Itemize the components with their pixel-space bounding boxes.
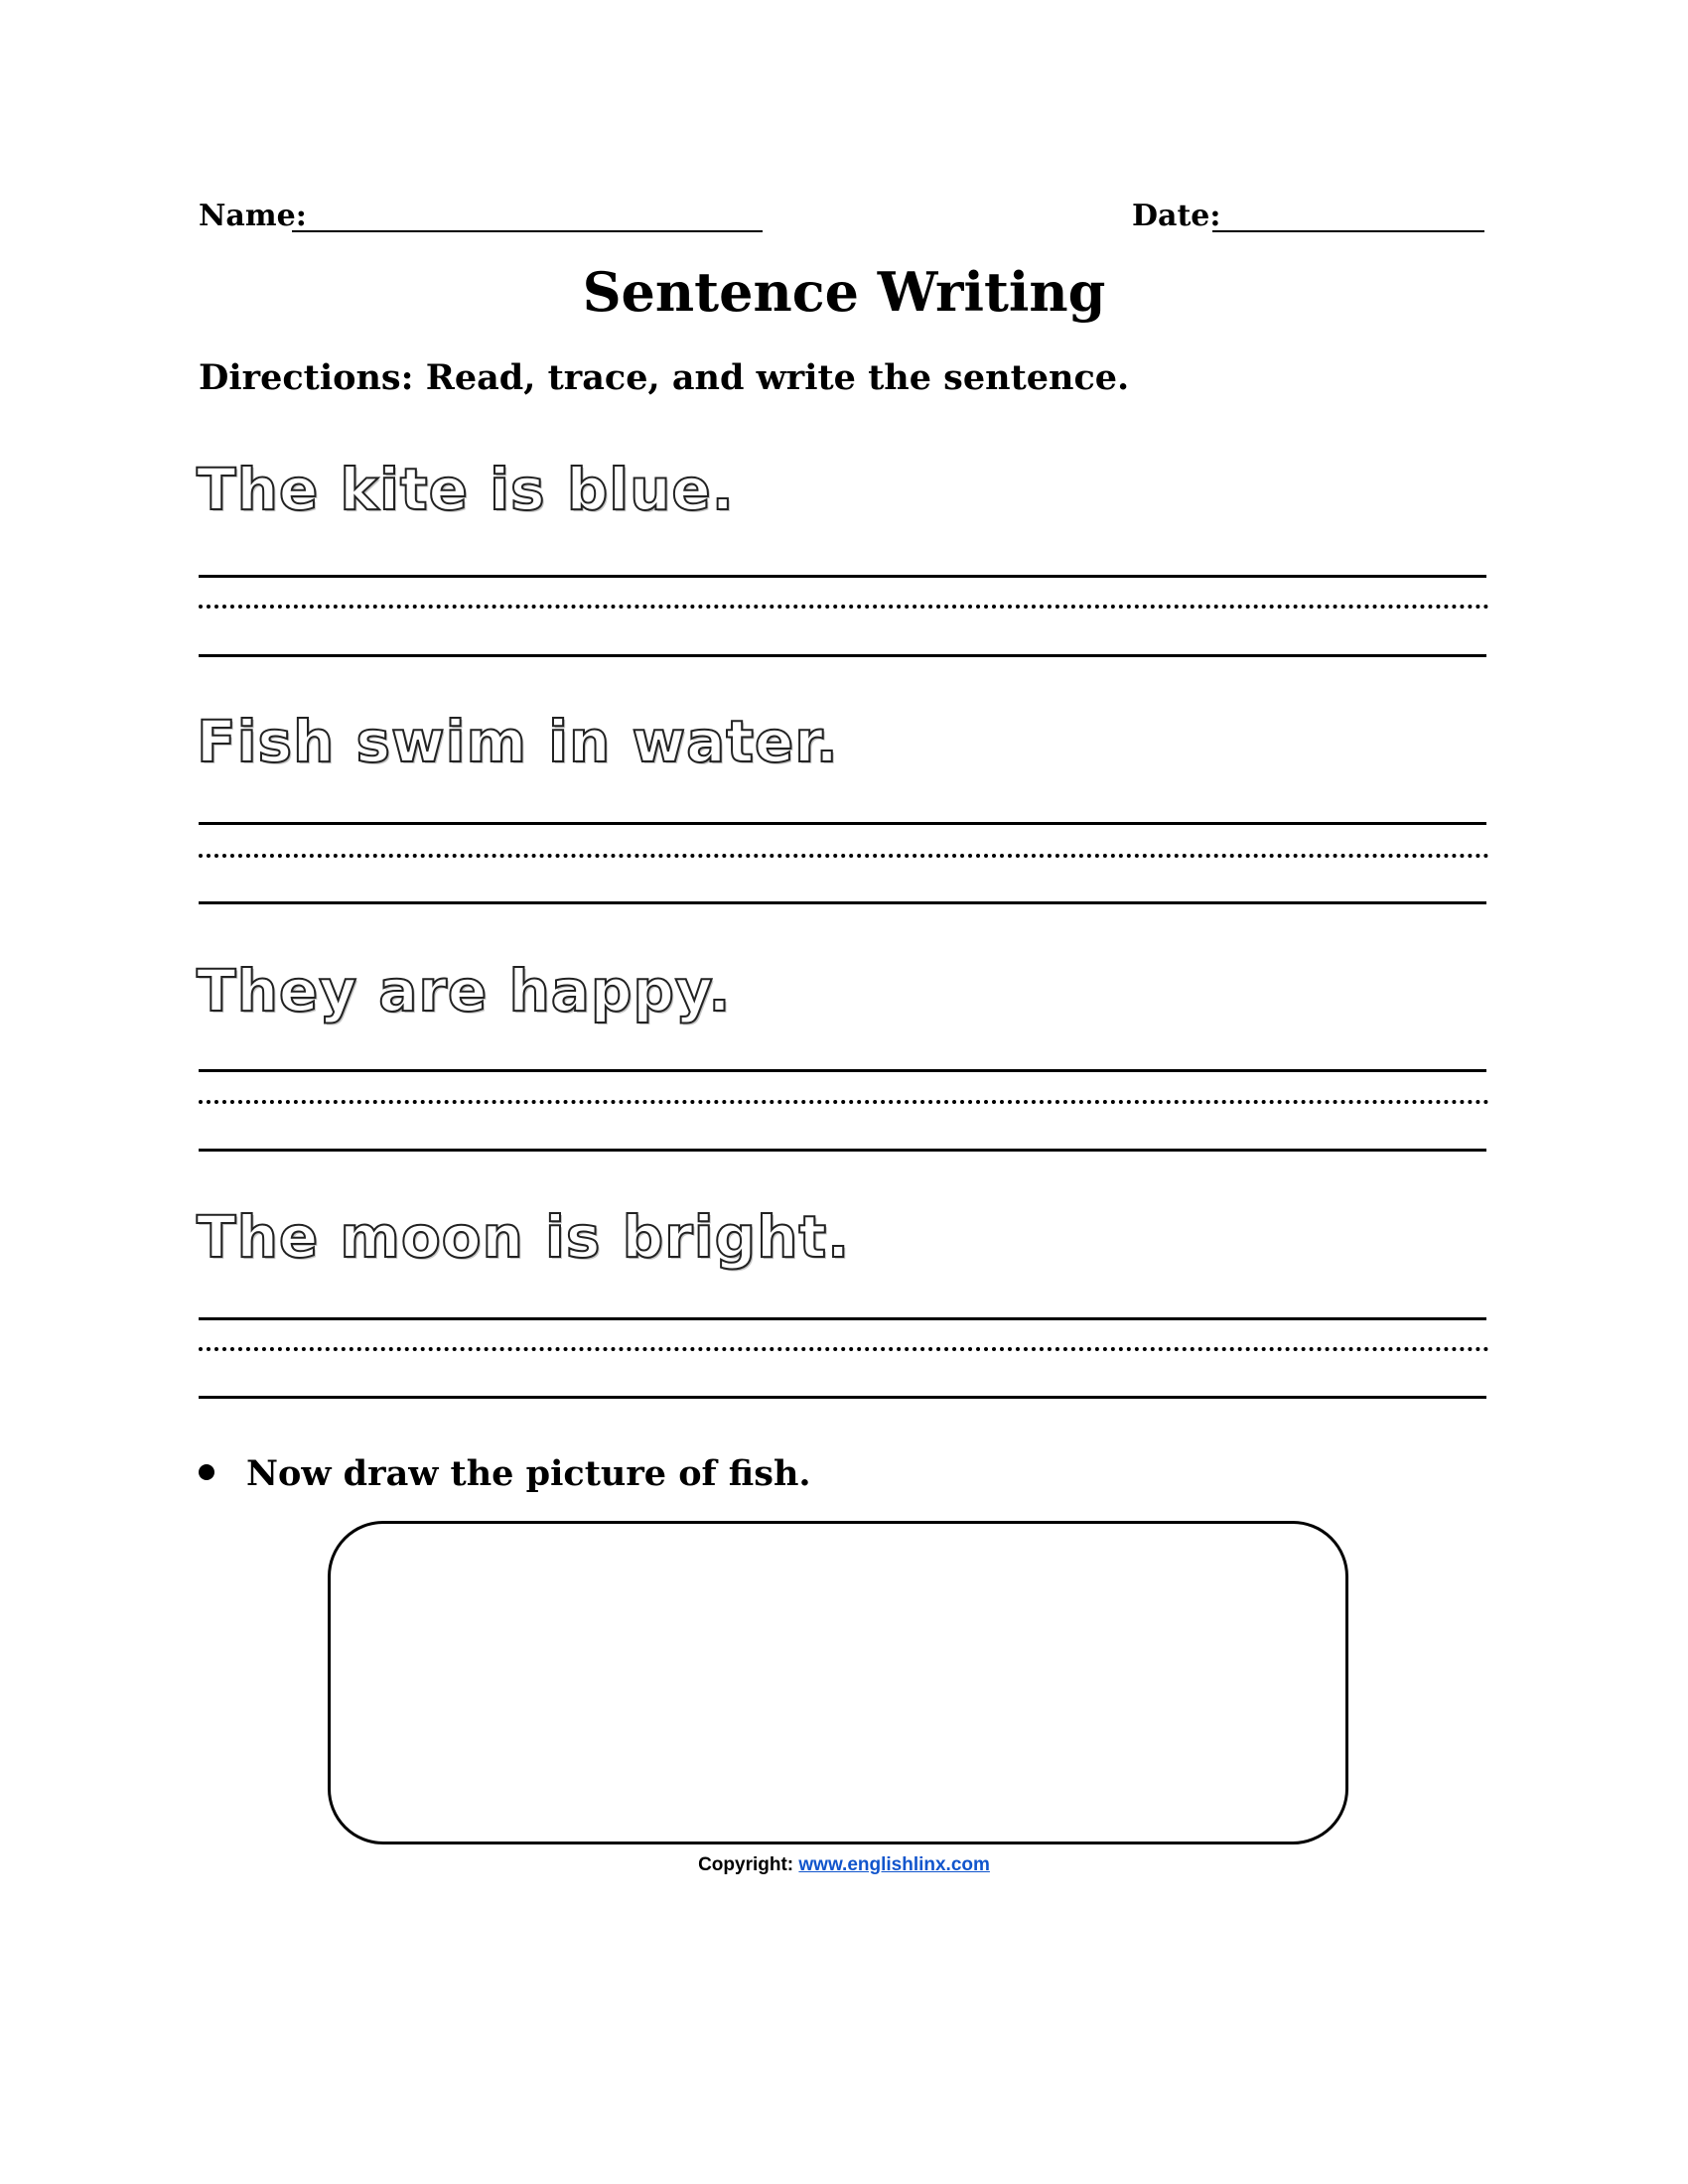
website-link[interactable]: www.englishlinx.com: [798, 1854, 990, 1875]
writing-line-base-1[interactable]: [199, 654, 1486, 657]
name-field[interactable]: [292, 230, 763, 232]
writing-line-mid-3: [199, 1100, 1489, 1104]
copyright-label: Copyright:: [698, 1854, 794, 1875]
writing-line-base-4[interactable]: [199, 1396, 1486, 1399]
trace-sentence-3: They are happy.: [197, 957, 732, 1024]
directions-text: Directions: Read, trace, and write the sentence.: [199, 357, 1130, 398]
writing-line-mid-2: [199, 854, 1489, 858]
writing-line-base-2[interactable]: [199, 901, 1486, 904]
trace-sentence-1: The kite is blue.: [197, 456, 735, 523]
trace-sentence-2: Fish swim in water.: [197, 708, 839, 775]
writing-line-top-3[interactable]: [199, 1069, 1486, 1072]
date-field[interactable]: [1212, 230, 1484, 232]
bullet-icon: [199, 1464, 214, 1480]
trace-sentence-4: The moon is bright.: [197, 1203, 851, 1271]
name-label: Name:: [199, 199, 307, 233]
writing-line-mid-4: [199, 1347, 1489, 1351]
draw-instruction: Now draw the picture of fish.: [246, 1453, 811, 1494]
writing-line-top-2[interactable]: [199, 822, 1486, 825]
writing-line-top-1[interactable]: [199, 575, 1486, 578]
writing-line-mid-1: [199, 605, 1489, 609]
page-title: Sentence Writing: [582, 260, 1106, 324]
date-label: Date:: [1132, 199, 1221, 233]
writing-line-top-4[interactable]: [199, 1317, 1486, 1320]
writing-line-base-3[interactable]: [199, 1149, 1486, 1152]
drawing-box[interactable]: [328, 1521, 1348, 1844]
copyright-footer: [0, 1852, 1688, 1878]
